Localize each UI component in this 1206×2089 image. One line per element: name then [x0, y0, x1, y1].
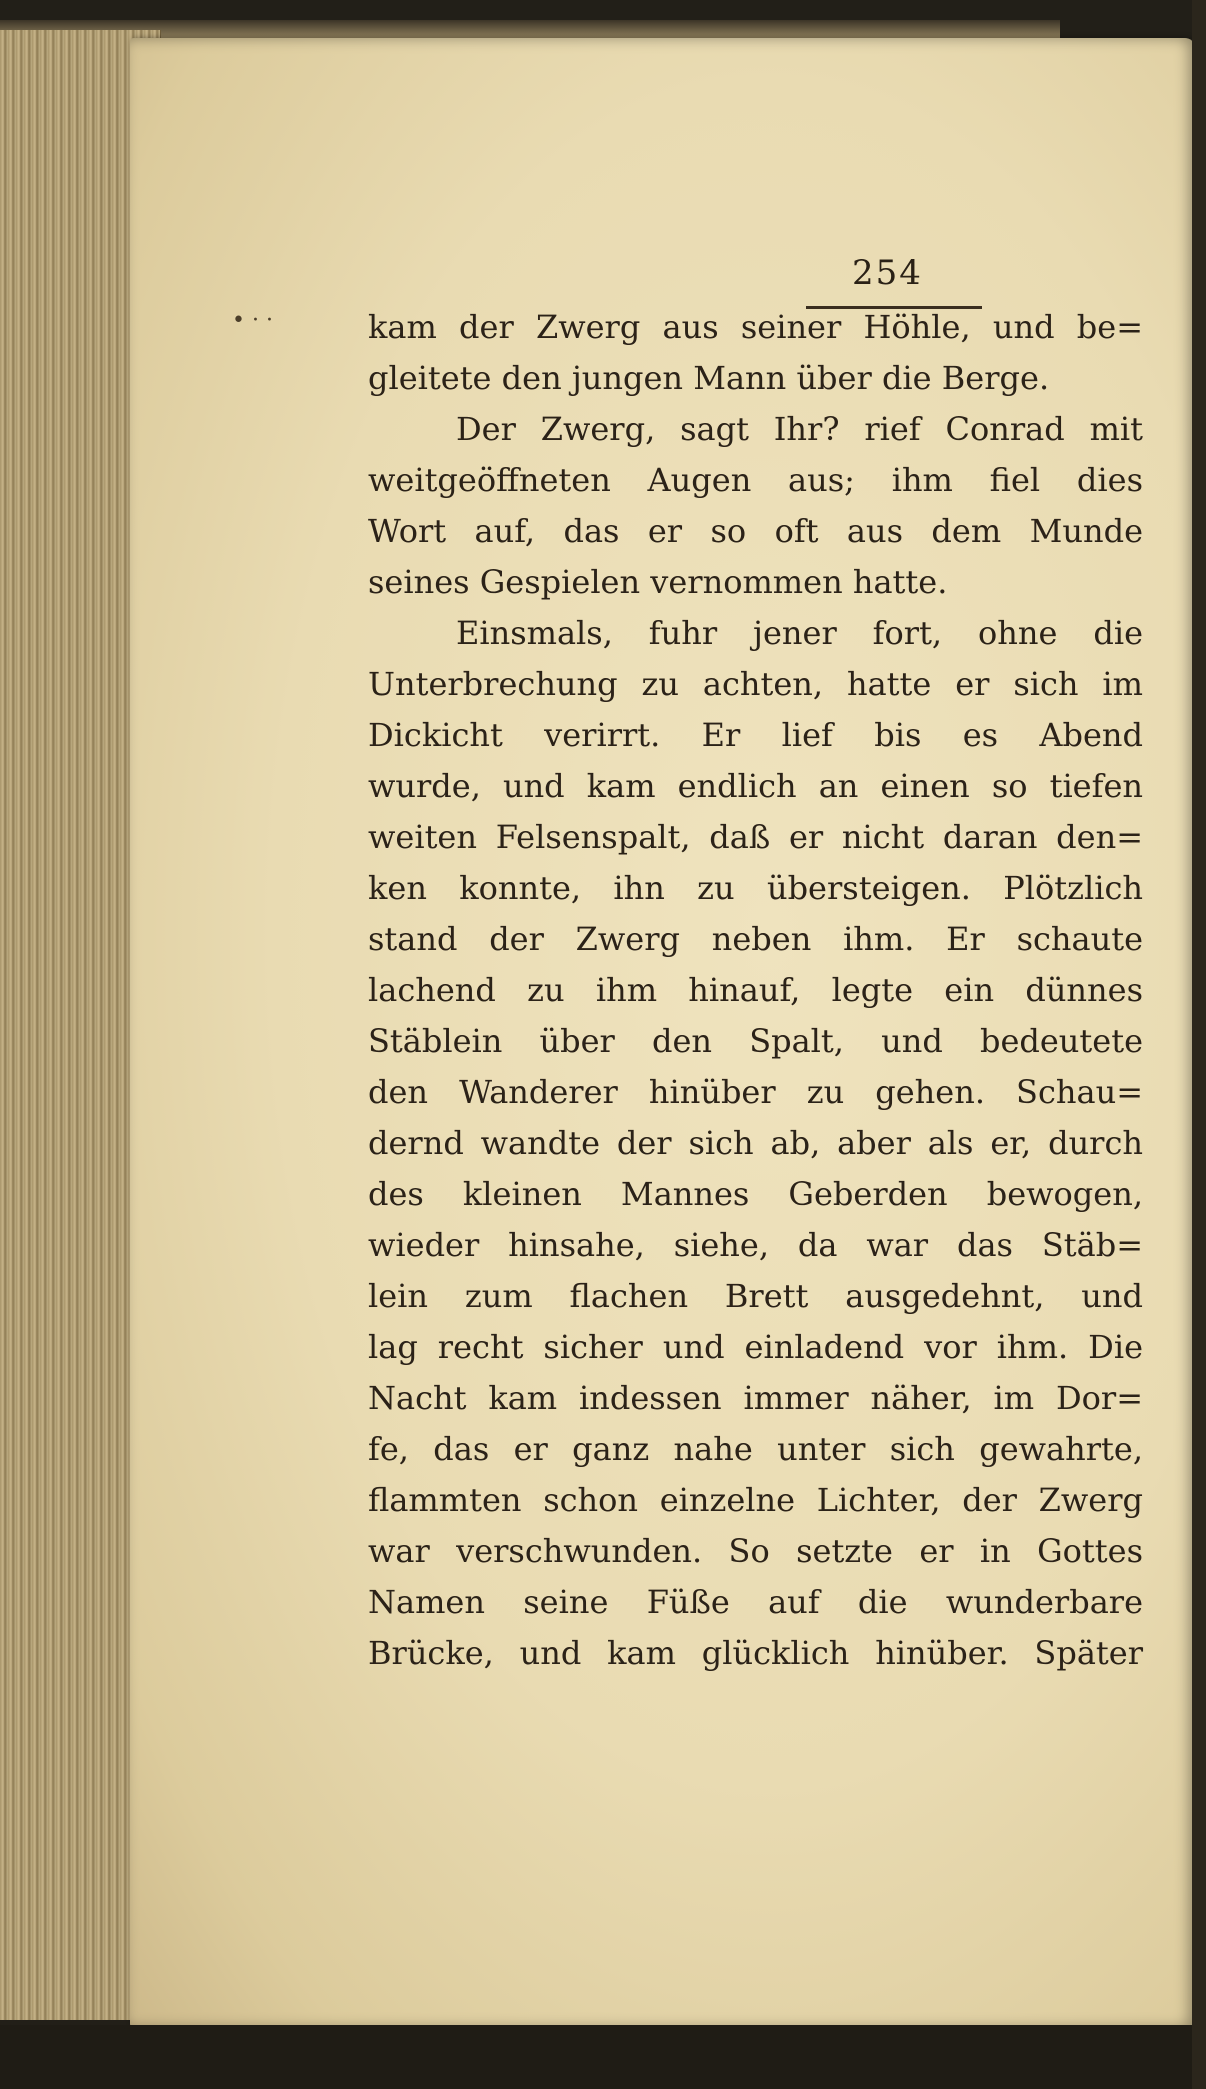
text-line: war verschwunden. So setzte er in Gottes — [368, 1532, 1143, 1570]
text-line: lachend zu ihm hinauf, legte ein dünnes — [368, 971, 1143, 1009]
text-line: Nacht kam indessen immer näher, im Dor= — [368, 1379, 1143, 1417]
text-line: des kleinen Mannes Geberden bewogen, — [368, 1175, 1143, 1213]
page-number: 254 — [852, 253, 923, 293]
text-line: wieder hinsahe, siehe, da war das Stäb= — [368, 1226, 1143, 1264]
text-line: ken konnte, ihn zu übersteigen. Plötzlich — [368, 869, 1143, 907]
text-line: fe, das er ganz nahe unter sich gewahrte, — [368, 1430, 1143, 1468]
text-line: den Wanderer hinüber zu gehen. Schau= — [368, 1073, 1143, 1111]
text-line: Namen seine Füße auf die wunderbare — [368, 1583, 1143, 1621]
text-line: Unterbrechung zu achten, hatte er sich im — [368, 665, 1143, 703]
text-line: Brücke, und kam glücklich hinüber. Später — [368, 1634, 1143, 1672]
text-line: Stäblein über den Spalt, und bedeutete — [368, 1022, 1143, 1060]
text-line: stand der Zwerg neben ihm. Er schaute — [368, 920, 1143, 958]
text-line: wurde, und kam endlich an einen so tiefen — [368, 767, 1143, 805]
text-line: Einsmals, fuhr jener fort, ohne die — [456, 614, 1143, 652]
text-line: lag recht sicher und einladend vor ihm. Die — [368, 1328, 1143, 1366]
text-line: kam der Zwerg aus seiner Höhle, und be= — [368, 308, 1143, 346]
text-line: weiten Felsenspalt, daß er nicht daran den= — [368, 818, 1143, 856]
text-line: seines Gespielen vernommen hatte. — [368, 563, 948, 601]
text-line: dernd wandte der sich ab, aber als er, durch — [368, 1124, 1143, 1162]
text-line: Wort auf, das er so oft aus dem Munde — [368, 512, 1143, 550]
text-line: Dickicht verirrt. Er lief bis es Abend — [368, 716, 1143, 754]
stray-marks: • · · — [232, 308, 273, 333]
text-line: gleitete den jungen Mann über die Berge. — [368, 359, 1050, 397]
right-shadow — [1192, 0, 1206, 2089]
body-text — [368, 302, 1143, 1679]
text-line: flammten schon einzelne Lichter, der Zwerg — [368, 1481, 1143, 1519]
text-line: lein zum flachen Brett ausgedehnt, und — [368, 1277, 1143, 1315]
text-line: weitgeöffneten Augen aus; ihm fiel dies — [368, 461, 1143, 499]
text-line: Der Zwerg, sagt Ihr? rief Conrad mit — [456, 410, 1143, 448]
bottom-shadow — [0, 2025, 1206, 2089]
